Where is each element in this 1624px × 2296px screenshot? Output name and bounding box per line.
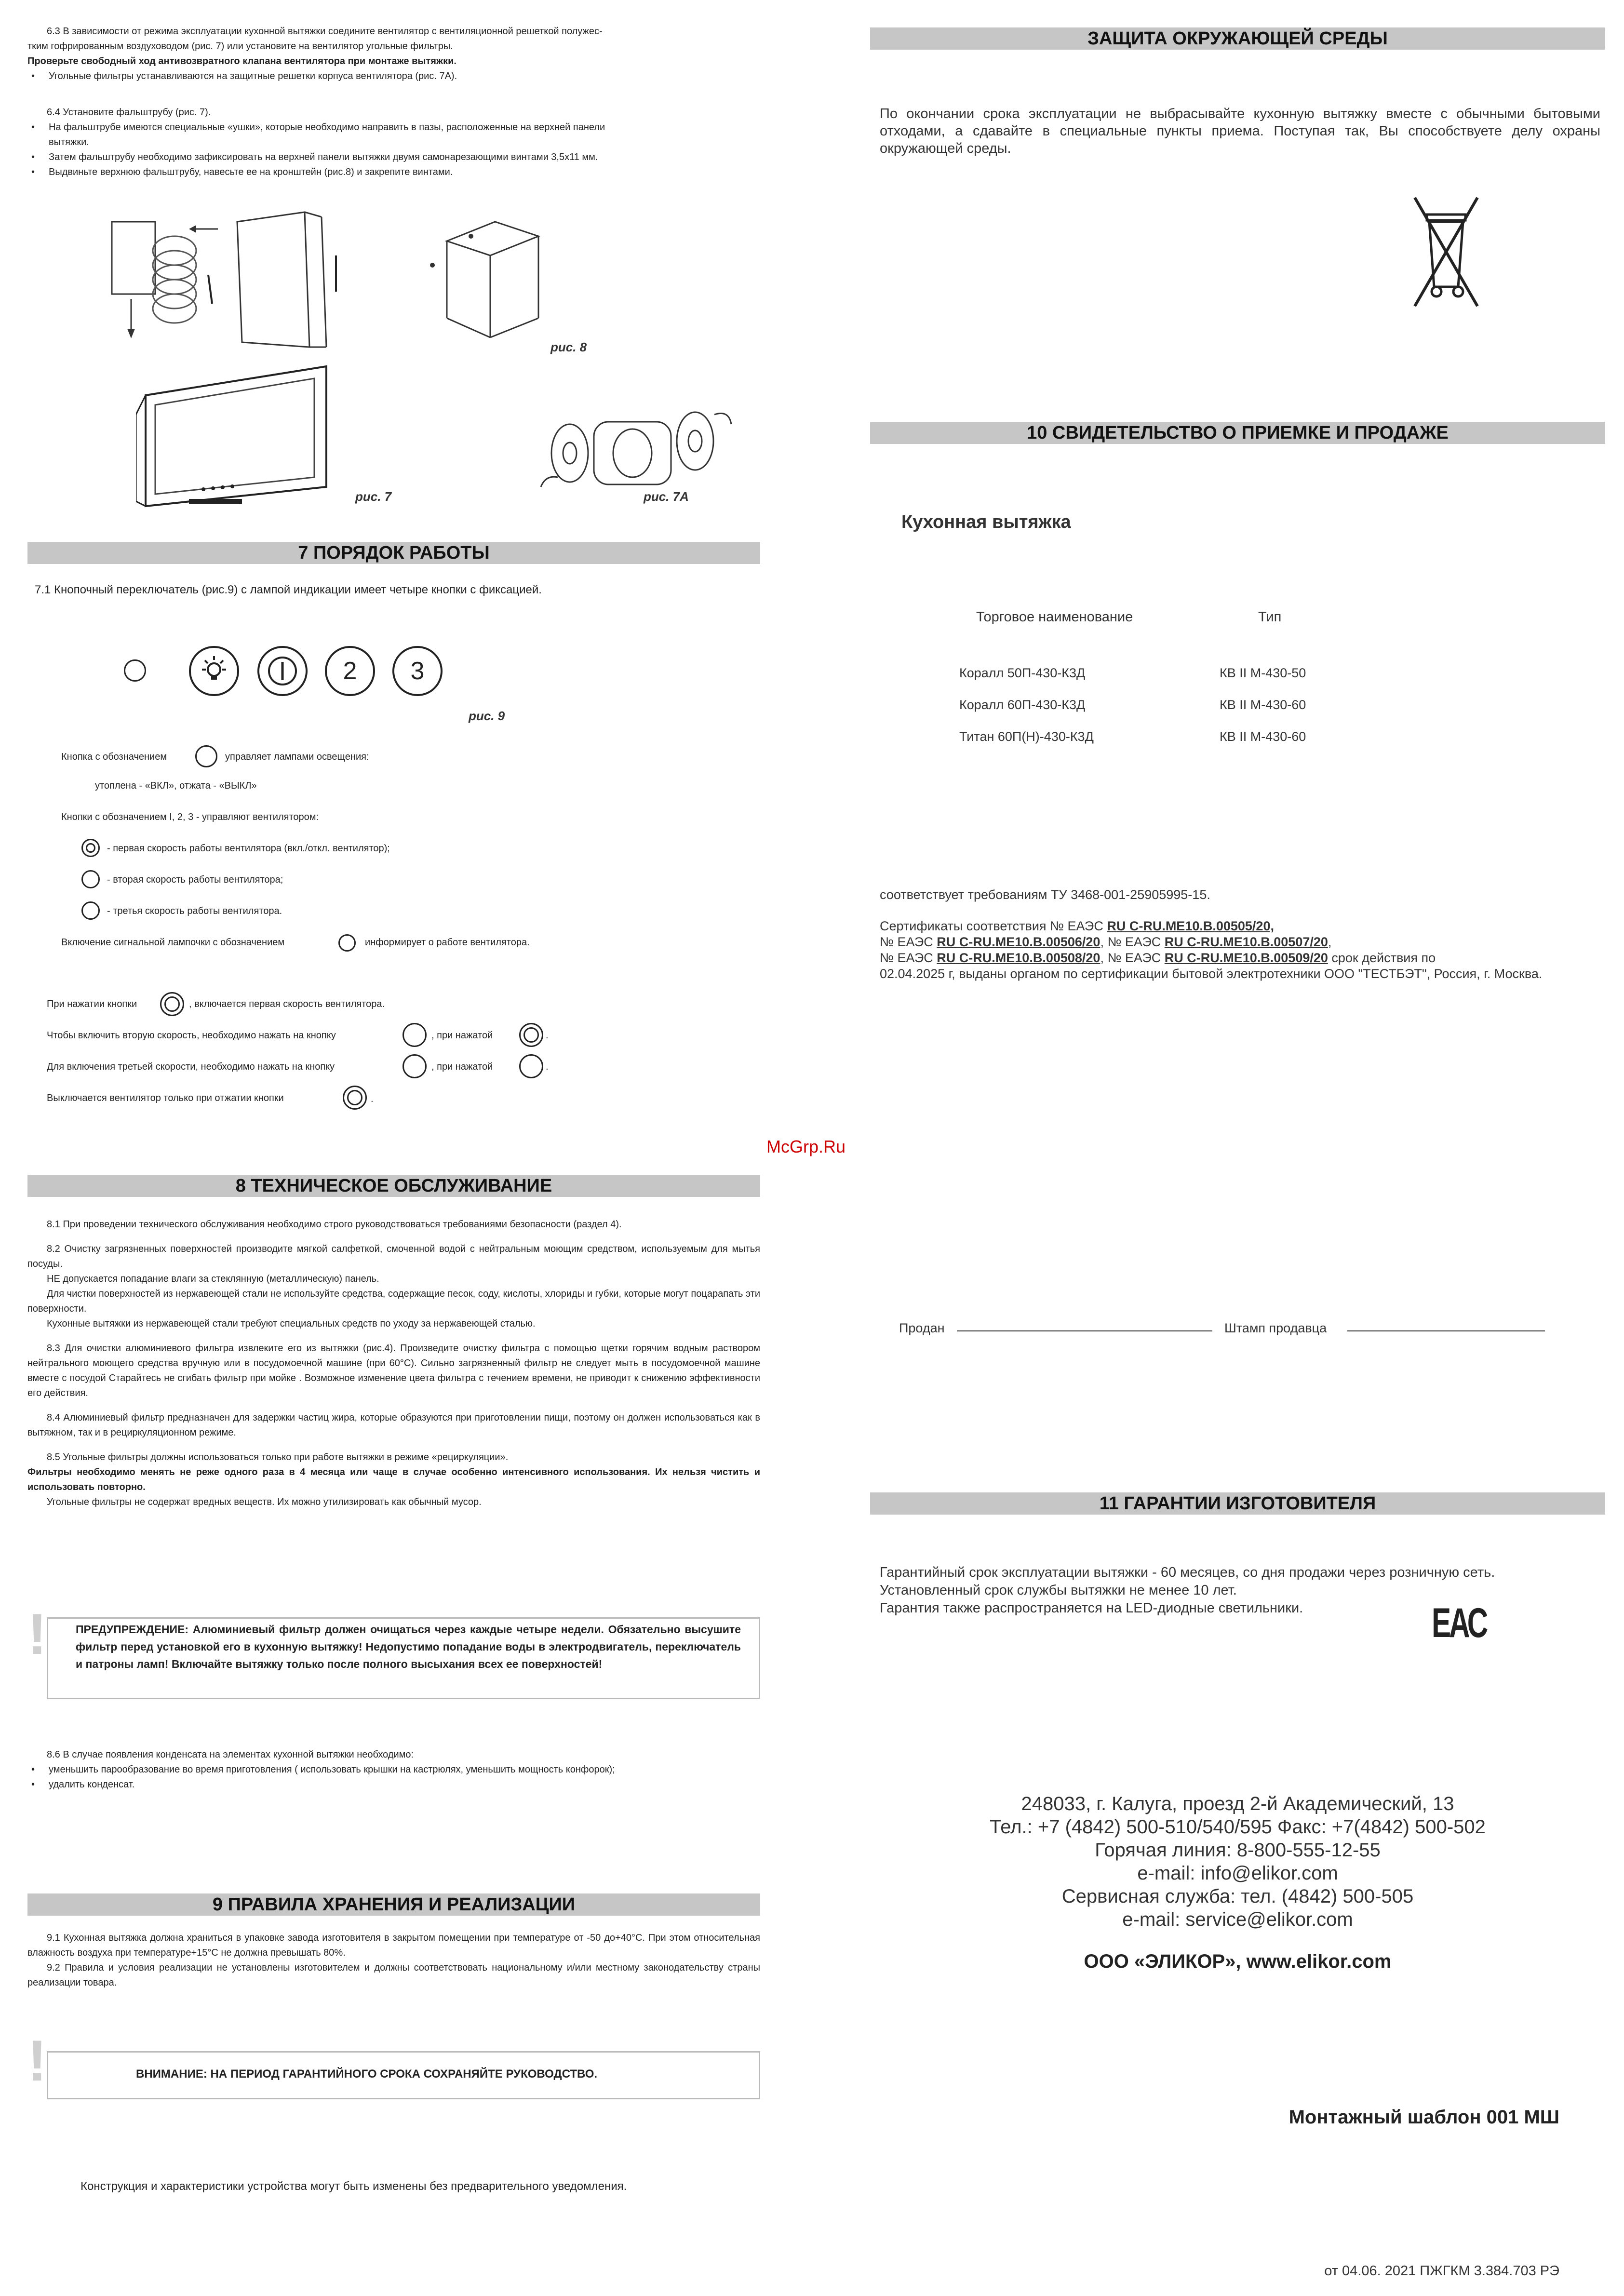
lightbulb-small-icon xyxy=(195,745,217,767)
section-8-6: 8.6 В случае появления конденсата на элементах кухонной вытяжки необходимо: • уменьшить парообразование во время приготовления ( использовать крышки на кастрюлях, уменьшить мощность конфорок); • удалить конденсат. xyxy=(27,1747,760,1792)
press-1-text-a: При нажатии кнопки xyxy=(47,999,137,1009)
column-type: Тип xyxy=(1258,609,1282,625)
chimney-box-illustration xyxy=(428,212,572,342)
recycle-bin-crossed-icon xyxy=(1410,190,1482,311)
press-2-held-button-icon xyxy=(519,1023,543,1047)
speed-1-text: - первая скорость работы вентилятора (вкл./откл. вентилятор); xyxy=(107,843,390,854)
phone-fax-line: Тел.: +7 (4842) 500-510/540/595 Факс: +7(4842) 500-502 xyxy=(990,1816,1486,1838)
signal-lamp-text-b: информирует о работе вентилятора. xyxy=(365,937,530,948)
email-info-line: e-mail: info@elikor.com xyxy=(1137,1863,1338,1884)
attention-icon: ! xyxy=(27,2028,47,2093)
eac-mark: ЕАС xyxy=(1432,1600,1487,1646)
conformity-text: соответствует требованиям ТУ 3468-001-25905995-15. xyxy=(880,887,1210,902)
watermark: McGrp.Ru xyxy=(766,1137,846,1156)
model-row-1-type: КВ II М-430-50 xyxy=(1220,666,1306,680)
section-6-4: 6.4 Установите фальштрубу (рис. 7). • На фальштрубе имеются специальные «ушки», которые необходимо направить в пазы, расположенные на верхней панели вытяжки. • Затем фальштрубу необходимо зафиксировать на верхней панели вытяжки двумя самонарезающими винтами 3,5х11 мм. • Выдвиньте верхнюю фальштрубу, навесьте ее на кронштейн (рис.8) и закрепите винтами. xyxy=(27,105,760,180)
duct-illustration xyxy=(102,202,353,362)
model-row-3-name: Титан 60П(Н)-430-К3Д xyxy=(959,729,1094,744)
speed-1-button-icon xyxy=(81,839,100,857)
warning-text: ПРЕДУПРЕЖДЕНИЕ: Алюминиевый фильтр должен очищаться через каждые четыре недели. Обязательно высушите фильтр перед установкой его в кухонную вытяжку! Недопустимо попадание воды в электродвигатель, переключатель и патроны ламп! Включайте вытяжку только после полного высыхания всех ее поверхностей! xyxy=(76,1623,741,1670)
speed-2-button-icon xyxy=(81,870,100,888)
service-phone-line: Сервисная служба: тел. (4842) 500-505 xyxy=(1061,1886,1414,1907)
model-row-3-type: КВ II М-430-60 xyxy=(1220,729,1306,744)
service-life: Установленный срок службы вытяжки не менее 10 лет. xyxy=(880,1583,1237,1598)
fan-speed-3-button[interactable]: 3 xyxy=(392,646,443,696)
seller-stamp-line xyxy=(1347,1330,1545,1331)
section-9-header: 9 ПРАВИЛА ХРАНЕНИЯ И РЕАЛИЗАЦИИ xyxy=(27,1893,760,1916)
press-4-dot: . xyxy=(371,1094,374,1104)
sold-label: Продан xyxy=(899,1321,945,1335)
led-warranty: Гарантия также распространяется на LED-диодные светильники. xyxy=(880,1600,1303,1616)
product-name: Кухонная вытяжка xyxy=(901,512,1071,532)
environment-header: ЗАЩИТА ОКРУЖАЮЩЕЙ СРЕДЫ xyxy=(870,27,1605,50)
press-1-button-icon xyxy=(160,992,184,1016)
speed-3-button-icon xyxy=(81,901,100,920)
warranty-period: Гарантийный срок эксплуатации вытяжки - 60 месяцев, со дня продажи через розничную сеть. xyxy=(880,1565,1495,1580)
speed-2-text: - вторая скорость работы вентилятора; xyxy=(107,874,283,885)
figure-7-caption: рис. 7 xyxy=(355,489,392,504)
press-1-text-b: , включается первая скорость вентилятора. xyxy=(189,999,385,1009)
fan-illustration xyxy=(536,395,748,492)
column-trade-name: Торговое наименование xyxy=(976,609,1133,625)
signal-lamp-icon xyxy=(338,934,356,952)
model-row-2-type: КВ II М-430-60 xyxy=(1220,698,1306,712)
model-row-2-name: Коралл 60П-430-К3Д xyxy=(959,698,1086,712)
seller-stamp-label: Штамп продавца xyxy=(1224,1321,1327,1335)
section-9-body: 9.1 Кухонная вытяжка должна храниться в упаковке завода изготовителя в закрытом помещении при температуре от -50 до+40°С. При этом относительная влажность воздуха при температуре+15°С не должна превышать 80%. 9.2 Правила и условия реализации не установлены изготовителем и должны соответствовать национальному и/или местному законодательству страны реализации товара. xyxy=(27,1933,760,1988)
section-7-header: 7 ПОРЯДОК РАБОТЫ xyxy=(27,542,760,564)
mounting-template-label: Монтажный шаблон 001 МШ xyxy=(1288,2107,1559,2128)
press-2-button-icon xyxy=(403,1023,427,1047)
figure-9-caption: рис. 9 xyxy=(469,709,505,723)
fan-speed-2-button[interactable]: 2 xyxy=(325,646,375,696)
signal-lamp-text-a: Включение сигнальной лампочки с обозначением xyxy=(61,937,285,948)
section-8-header: 8 ТЕХНИЧЕСКОЕ ОБСЛУЖИВАНИЕ xyxy=(27,1175,760,1197)
section-6-3: 6.3 В зависимости от режима эксплуатации кухонной вытяжки соедините вентилятор с вентиляционной решеткой полужес- тким гофрированным воздуховодом (рис. 7) или установите на вентилятор угольные фильтры. Проверьте свободный ход антивозвратного клапана вентилятора при монтаже вытяжки. • Угольные фильтры устанавливаются на защитные решетки корпуса вентилятора (рис. 7А). xyxy=(27,24,760,84)
hood-illustration xyxy=(136,357,343,516)
address-line: 248033, г. Калуга, проезд 2-й Академический, 13 xyxy=(1021,1793,1454,1814)
attention-text: ВНИМАНИЕ: НА ПЕРИОД ГАРАНТИЙНОГО СРОКА СОХРАНЯЙТЕ РУКОВОДСТВО. xyxy=(136,2068,598,2081)
fan-speed-1-button[interactable] xyxy=(257,646,308,696)
sold-line xyxy=(957,1330,1212,1331)
press-3-text-b: , при нажатой xyxy=(431,1061,493,1072)
light-button-text-b: управляет лампами освещения: xyxy=(225,752,369,762)
figure-8-caption: рис. 8 xyxy=(550,340,587,354)
section-11-header: 11 ГАРАНТИИ ИЗГОТОВИТЕЛЯ xyxy=(870,1492,1605,1515)
figure-7a-caption: рис. 7А xyxy=(644,489,689,504)
warning-icon: ! xyxy=(27,1602,47,1666)
press-3-held-button-icon xyxy=(519,1054,543,1078)
press-2-text-a: Чтобы включить вторую скорость, необходимо нажать на кнопку xyxy=(47,1030,336,1041)
light-button[interactable] xyxy=(189,646,239,696)
indicator-lamp-icon xyxy=(124,659,146,682)
fan-buttons-intro: Кнопки с обозначением I, 2, 3 - управляют вентилятором: xyxy=(61,812,319,822)
environment-text: По окончании срока эксплуатации не выбрасывайте кухонную вытяжку вместе с обычными бытовыми отходами, а сдавайте в специальные пункты приема. Поступая так, Вы способствуете делу охраны окружающей среды. xyxy=(880,106,1600,156)
press-4-text: Выключается вентилятор только при отжатии кнопки xyxy=(47,1093,284,1103)
press-3-dot: . xyxy=(546,1061,549,1072)
certificates: Сертификаты соответствия № ЕАЭС RU C-RU.ME10.B.00505/20, № ЕАЭС RU C-RU.ME10.B.00506/20, № ЕАЭС RU C-RU.ME10.B.00507/20, № ЕАЭС RU C-RU.ME10.B.00508/20, № ЕАЭС RU C-RU.ME10.B.00509/20 срок действия по 02.04.2025 г, выданы органом по сертификации бытовой электротехники ООО "ТЕСТБЭТ", Россия, г. Москва. xyxy=(880,919,1543,981)
press-2-dot: . xyxy=(546,1030,549,1041)
power-icon xyxy=(266,654,299,688)
lightbulb-icon xyxy=(197,654,231,688)
light-button-states: утоплена - «ВКЛ», отжата - «ВЫКЛ» xyxy=(95,780,257,791)
press-3-button-icon xyxy=(403,1054,427,1078)
speed-3-text: - третья скорость работы вентилятора. xyxy=(107,906,282,916)
email-service-line: e-mail: service@elikor.com xyxy=(1122,1909,1353,1930)
document-number: от 04.06. 2021 ПЖГКМ 3.384.703 РЭ xyxy=(1324,2263,1559,2279)
press-2-text-b: , при нажатой xyxy=(431,1030,493,1041)
press-4-button-icon xyxy=(343,1086,367,1110)
light-button-text-a: Кнопка с обозначением xyxy=(61,752,167,762)
section-8-body: 8.1 При проведении технического обслуживания необходимо строго руководствоваться требованиями безопасности (раздел 4). 8.2 Очистку загрязненных поверхностей производите мягкой салфеткой, смоченной водой с нейтральным моющим средством, используемым для мытья посуды. НЕ допускается попадание влаги за стеклянную (металлическую) панель. Для чистки поверхностей из нержавеющей стали не используйте средства, содержащие песок, соду, кислоты, хлориды и губки, которые могут поцарапать эти поверхности. Кухонные вытяжки из нержавеющей стали требуют специальных средств по уходу за нержавеющей сталью. 8.3 Для очистки алюминиевого фильтра извлеките его из вытяжки (рис.4). Произведите очистку фильтра с помощью щетки горячим водным раствором нейтрального моющего средства вручную или в посудомоечной машине (при 60°С). Сильно загрязненный фильтр не следует мыть в посудомоечной машине вместе с посудой Старайтесь не сгибать фильтр при мойке . Возможное изменение цвета фильтра с течением времени, не приводит к снижению эффективности его действия. 8.4 Алюминиевый фильтр предназначен для задержки частиц жира, которые образуются при приготовлении пищи, поэтому он должен использоваться как в вытяжном, так и в рециркуляционном режиме. 8.5 Угольные фильтры должны использоваться только при работе вытяжки в режиме «рециркуляции». Фильтры необходимо менять не реже одного раза в 4 месяца или чаще в случае особенно интенсивного использования. Их нельзя чистить и использовать повторно. Угольные фильтры не содержат вредных веществ. Их можно утилизировать как обычный мусор. xyxy=(27,1219,760,1507)
hotline-line: Горячая линия: 8-800-555-12-55 xyxy=(1095,1839,1381,1861)
model-row-1-name: Коралл 50П-430-К3Д xyxy=(959,666,1086,680)
press-3-text-a: Для включения третьей скорости, необходимо нажать на кнопку xyxy=(47,1061,335,1072)
section-10-header: 10 СВИДЕТЕЛЬСТВО О ПРИЕМКЕ И ПРОДАЖЕ xyxy=(870,422,1605,444)
company-name: ООО «ЭЛИКОР», www.elikor.com xyxy=(1084,1951,1392,1972)
footer-note: Конструкция и характеристики устройства могут быть изменены без предварительного уведомления. xyxy=(81,2180,627,2193)
section-7-1: 7.1 Кнопочный переключатель (рис.9) с лампой индикации имеет четыре кнопки с фиксацией. xyxy=(35,583,542,596)
